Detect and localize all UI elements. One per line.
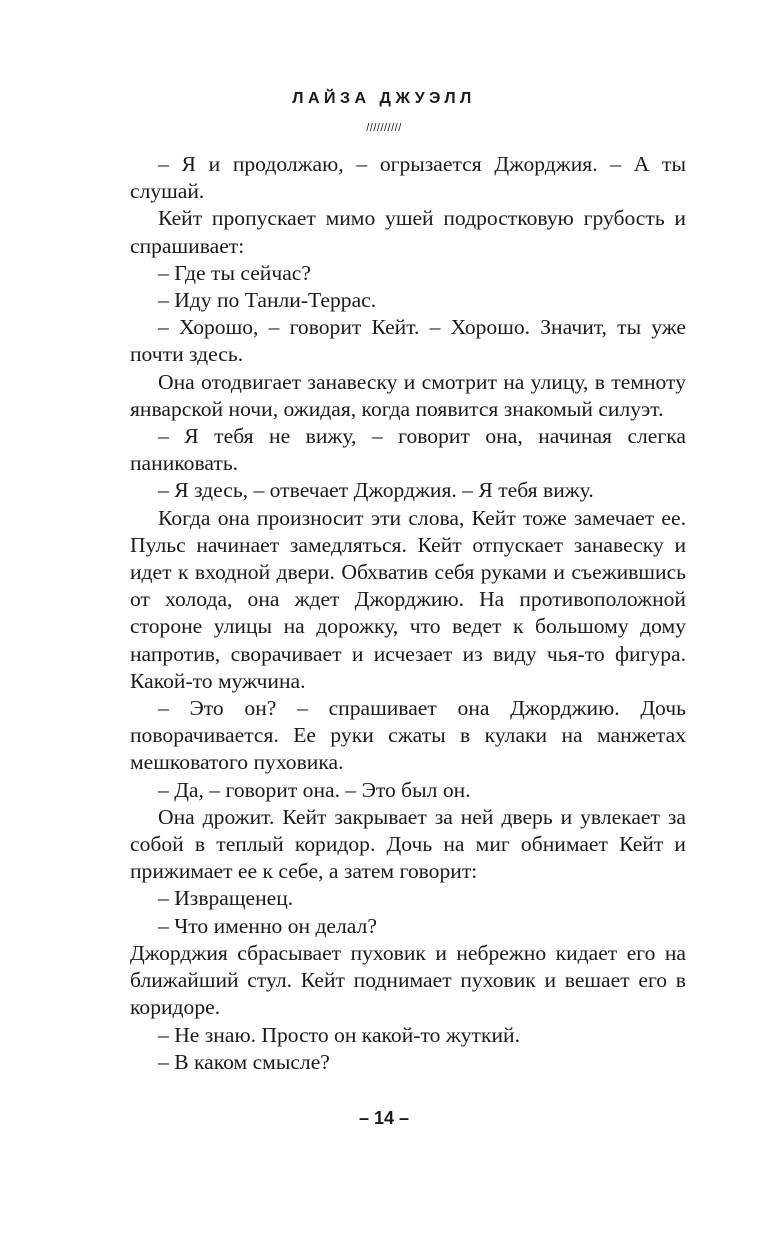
paragraph: – Где ты сейчас? [158,260,311,285]
paragraph: – Это он? – спрашивает она Джорджию. Дочь поворачивается. Ее руки сжаты в кулаки на манжетах мешковатого пуховика. [130,696,686,775]
page-number: – 14 – [358,1108,410,1128]
running-head-author: ЛАЙЗА ДЖУЭЛЛ [292,90,476,107]
paragraph: – Я тебя не вижу, – говорит она, начиная слегка паниковать. [130,424,686,476]
paragraph: Кейт пропускает мимо ушей подростковую грубость и спрашивает: [130,206,686,258]
paragraph: Когда она произносит эти слова, Кейт тоже замечает ее. Пульс начинает замедляться. Кейт отпускает занавеску и идет к входной двери. Обхватив себя руками и съежившись от холода, она ждет Джорджию. На противоположной стороне улицы на дорожку, что ведет к большому дому напротив, сворачивает и исчезает из виду чья-то фигура. Какой-то мужчина. [130,505,686,693]
paragraph: Джорджия сбрасывает пуховик и небрежно кидает его на ближайший стул. Кейт поднимает пуховик и вешает его в коридоре. [130,940,686,1020]
body-text [130,151,686,1076]
paragraph: – Хорошо, – говорит Кейт. – Хорошо. Значит, ты уже почти здесь. [130,315,686,367]
paragraph: – Не знаю. Просто он какой-то жуткий. [158,1022,520,1047]
paragraph: – Что именно он делал? [158,913,377,938]
paragraph: Она отодвигает занавеску и смотрит на улицу, в темноту январской ночи, ожидая, когда появится знакомый силуэт. [130,369,686,421]
paragraph: – Иду по Танли-Террас. [158,288,377,313]
paragraph: – Да, – говорит она. – Это был он. [158,777,471,802]
paragraph: Она дрожит. Кейт закрывает за ней дверь и увлекает за собой в теплый коридор. Дочь на миг обнимает Кейт и прижимает ее к себе, а затем говорит: [130,804,686,884]
header-ornament: ////////// [366,122,402,134]
paragraph: – Извращенец. [158,886,294,911]
paragraph: – Я здесь, – отвечает Джорджия. – Я тебя вижу. [158,478,594,503]
paragraph: – Я и продолжаю, – огрызается Джорджия. – А ты слушай. [130,152,686,204]
paragraph: – В каком смысле? [158,1049,330,1074]
